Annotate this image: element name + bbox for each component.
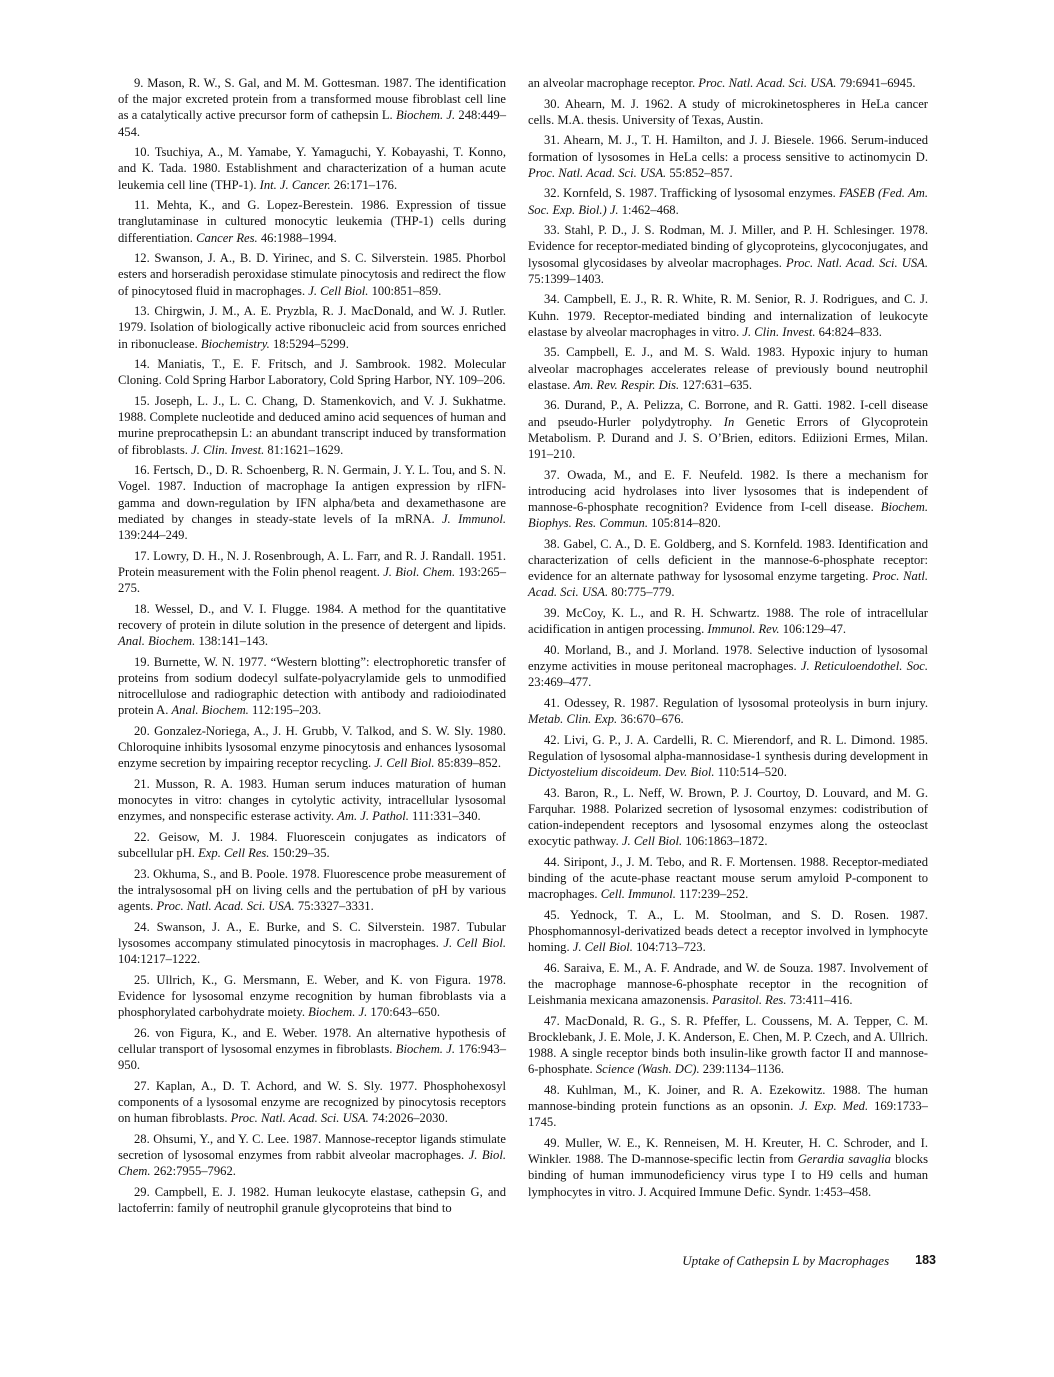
reference-journal: Biochem. Biophys. Res. Commun. [528, 500, 928, 531]
reference-entry [528, 222, 928, 287]
reference-entry [528, 75, 928, 91]
reference-journal: Biochem. J. [395, 108, 456, 123]
reference-text: 33. Stahl, P. D., J. S. Rodman, M. J. Miller, and P. H. Schlesinger. 1978. Evidence for receptor-mediated binding of glycoproteins, glycoconjugates, and lysosomal glycosidases by alveolar macrophages. [528, 223, 928, 270]
reference-entry [528, 344, 928, 393]
reference-volume-pages: 26:171–176. [333, 177, 398, 192]
reference-journal: J. Biol. Chem. [118, 1147, 506, 1179]
reference-volume-pages: 81:1621–1629. [267, 442, 344, 457]
reference-text: 9. Mason, R. W., S. Gal, and M. M. Gottesman. 1987. The identification of the major excreted protein from a transformed mouse fibroblast cell line as a catalytically active precursor form of cathepsin L. [118, 76, 506, 123]
reference-entry [118, 654, 506, 719]
reference-text: 30. Ahearn, M. J. 1962. A study of microkinetospheres in HeLa cancer cells. M.A. thesis. University of Texas, Austin. [528, 96, 928, 127]
reference-text: 31. Ahearn, M. J., T. H. Hamilton, and J. J. Biesele. 1966. Serum-induced formation of lysosomes in HeLa cells: a process sensitive to actinomycin D. [528, 133, 928, 164]
reference-volume-pages: 110:514–520. [717, 765, 787, 779]
reference-text: 14. Maniatis, T., E. F. Fritsch, and J. Sambrook. 1982. Molecular Cloning. Cold Spring Harbor Laboratory, Cold Spring Harbor, NY. 109–206. [118, 357, 506, 388]
reference-volume-pages: 104:1217–1222. [118, 952, 201, 967]
reference-volume-pages: 150:29–35. [272, 846, 330, 861]
reference-volume-pages: Genetic Errors of Glycoprotein Metabolism. P. Durand and J. S. O’Brien, editors. Ediizioni Ermes, Milan. 191–210. [528, 414, 928, 461]
reference-volume-pages: 104:713–723. [636, 940, 706, 955]
reference-entry [118, 393, 506, 458]
reference-journal: Proc. Natl. Acad. Sci. USA. [528, 165, 667, 180]
reference-text: 17. Lowry, D. H., N. J. Rosenbrough, A. L. Farr, and R. J. Randall. 1951. Protein measurement with the Folin phenol reagent. [118, 548, 506, 579]
reference-entry [118, 250, 506, 299]
reference-volume-pages: 105:814–820. [651, 516, 721, 531]
reference-text: 15. Joseph, L. J., L. C. Chang, D. Stamenkovich, and V. J. Sukhatme. 1988. Complete nucleotide and deduced amino acid sequences of human and murine preprocathepsin L: an abundant transcript induced by transformation of fibroblasts. [118, 394, 506, 457]
reference-journal: Biochem. J. [395, 1041, 456, 1056]
reference-entry [528, 96, 928, 128]
reference-journal: Proc. Natl. Acad. Sci. USA. [698, 76, 837, 90]
reference-text: 13. Chirgwin, J. M., A. E. Pryzbla, R. J. MacDonald, and W. J. Rutler. 1979. Isolation of biologically active ribonucleic acid from sources enriched in ribonuclease. [118, 304, 506, 351]
reference-journal: J. Exp. Med. [799, 1099, 869, 1114]
page-footer [658, 1253, 936, 1269]
reference-entry [528, 132, 928, 181]
reference-entry [118, 1025, 506, 1074]
reference-text: 41. Odessey, R. 1987. Regulation of lysosomal proteolysis in burn injury. [544, 695, 928, 710]
reference-journal: J. Cell Biol. [443, 935, 506, 950]
reference-text: 18. Wessel, D., and V. I. Flugge. 1984. A method for the quantitative recovery of protein in dilute solution in the presence of detergent and lipids. [118, 601, 506, 632]
reference-entry [118, 1184, 506, 1216]
reference-volume-pages: 239:1134–1136. [702, 1062, 785, 1077]
reference-volume-pages: 112:195–203. [251, 703, 322, 718]
reference-journal: Int. J. Cancer. [259, 177, 331, 192]
reference-volume-pages: 170:643–650. [370, 1005, 441, 1020]
reference-journal: Biochem. J. [308, 1005, 368, 1020]
reference-journal: J. Cell Biol. [308, 283, 369, 298]
reference-text: 43. Baron, R., L. Neff, W. Brown, P. J. Courtoy, D. Louvard, and M. G. Farquhar. 1988. Polarized secretion of lysosomal enzymes: codistribution of cation-independent receptors and lysosomal enzymes along the osteoclast exocytic pathway. [528, 785, 928, 849]
reference-text: 11. Mehta, K., and G. Lopez-Berestein. 1986. Expression of tissue tranglutaminase in cultured monocytic leukemia (THP-1) cells during differentiation. [118, 198, 506, 245]
reference-text: 29. Campbell, E. J. 1982. Human leukocyte elastase, cathepsin G, and lactoferrin: family of neutrophil granule glycoproteins that bind to [118, 1184, 506, 1215]
reference-volume-pages: 75:1399–1403. [528, 271, 604, 286]
reference-journal: Anal. Biochem. [171, 703, 249, 718]
reference-entry [118, 75, 506, 140]
reference-entry [118, 829, 506, 861]
reference-entry [528, 467, 928, 532]
reference-volume-pages: 111:331–340. [412, 809, 481, 824]
reference-volume-pages: 262:7955–7962. [153, 1164, 236, 1179]
reference-entry [118, 356, 506, 388]
reference-entry [118, 548, 506, 597]
reference-text: 12. Swanson, J. A., B. D. Yirinec, and S. C. Silverstein. 1985. Phorbol esters and horseradish peroxidase stimulate pinocytosis and redirect the flow of pinocytosed fluid in macrophages. [118, 251, 506, 298]
reference-journal: Parasitol. Res. [711, 993, 787, 1008]
reference-journal: Am. Rev. Respir. Dis. [573, 377, 680, 392]
reference-entry [118, 1078, 506, 1127]
left-reference-column [118, 75, 506, 1220]
reference-journal: J. Clin. Invest. [742, 324, 816, 339]
reference-journal: Anal. Biochem. [118, 634, 196, 649]
reference-journal: Proc. Natl. Acad. Sci. USA. [230, 1111, 369, 1126]
reference-text: 19. Burnette, W. N. 1977. “Western blotting”: electrophoretic transfer of proteins from sodium dodecyl sulfate-polyacrylamide gels to unmodified nitrocellulose and radiographic detection with antibody and radioiodinated protein A. [118, 654, 506, 718]
reference-text: 38. Gabel, C. A., D. E. Goldberg, and S. Kornfeld. 1983. Identification and characterization of cells deficient in the mannose-6-phosphate receptor: evidence for an alternate pathway for lysosomal enzyme targeting. [528, 536, 928, 584]
reference-entry [118, 144, 506, 193]
reference-entry [118, 919, 506, 968]
reference-text: 47. MacDonald, R. G., S. R. Pfeffer, L. Coussens, M. A. Tepper, C. M. Brocklebank, J. E. Mole, J. K. Anderson, E. Chen, M. P. Czech, and A. Ullrich. 1988. A single receptor binds both insulin-like growth factor II and mannose-6-phosphate. [528, 1013, 928, 1077]
reference-volume-pages: 169:1733–1745. [528, 1099, 928, 1130]
reference-volume-pages: 106:129–47. [782, 622, 847, 637]
reference-entry [528, 785, 928, 850]
reference-journal: Cell. Immunol. [600, 887, 676, 902]
reference-text: 36. Durand, P., A. Pelizza, C. Borrone, and R. Gatti. 1982. I-cell disease and pseudo-Hurler polydytrophy. [528, 398, 928, 429]
reference-volume-pages: 176:943–950. [118, 1041, 506, 1073]
reference-volume-pages: 18:5294–5299. [272, 336, 349, 351]
reference-volume-pages: 248:449–454. [118, 108, 506, 139]
reference-entry [528, 732, 928, 781]
reference-text: 22. Geisow, M. J. 1984. Fluorescein conjugates as indicators of subcellular pH. [118, 829, 506, 861]
reference-journal: Biochemistry. [200, 336, 270, 351]
reference-volume-pages: 64:824–833. [818, 324, 882, 339]
reference-journal: J. Reticuloendothel. Soc. [800, 659, 928, 673]
reference-text: 23. Okhuma, S., and B. Poole. 1978. Fluorescence probe measurement of the intralysosomal pH on living cells and the pertubation of pH by various agents. [118, 866, 506, 914]
reference-text: 39. McCoy, K. L., and R. H. Schwartz. 1988. The role of intracellular acidification in antigen processing. [528, 606, 928, 637]
reference-text: 10. Tsuchiya, A., M. Yamabe, Y. Yamaguchi, Y. Kobayashi, T. Konno, and K. Tada. 1980. Establishment and characterization of a human acute leukemia cell line (THP-1). [118, 145, 506, 192]
reference-volume-pages: 75:3327–3331. [297, 899, 374, 914]
reference-volume-pages: 1:462–468. [621, 202, 679, 217]
reference-volume-pages: 46:1988–1994. [260, 230, 337, 245]
reference-journal: J. Biol. Chem. [383, 564, 456, 579]
reference-entry [118, 866, 506, 915]
reference-text: 37. Owada, M., and E. F. Neufeld. 1982. Is there a mechanism for introducing acid hydrolases into liver lysosomes that is independent of mannose-6-phosphate recognition? Evidence from I-cell disease. [528, 467, 928, 514]
reference-journal: Cancer Res. [196, 230, 258, 245]
reference-volume-pages: 80:775–779. [611, 585, 675, 600]
reference-volume-pages: 79:6941–6945. [839, 76, 916, 90]
reference-text: 21. Musson, R. A. 1983. Human serum induces maturation of human monocytes in vitro: changes in cytolytic activity, intracellular lysosomal enzymes, and nonspecific esterase activity. [118, 776, 506, 824]
reference-entry [528, 291, 928, 340]
reference-volume-pages: 74:2026–2030. [371, 1111, 448, 1126]
reference-journal: Gerardia savaglia [797, 1152, 891, 1167]
reference-volume-pages: 193:265–275. [118, 564, 506, 596]
reference-text: 20. Gonzalez-Noriega, A., J. H. Grubb, V. Talkod, and S. W. Sly. 1980. Chloroquine inhibits lysosomal enzyme pinocytosis and enhances lysosomal enzyme secretion by impairing receptor recycling. [118, 723, 506, 771]
reference-journal: Am. J. Pathol. [337, 809, 409, 824]
reference-volume-pages: 73:411–416. [789, 993, 853, 1008]
reference-journal: Proc. Natl. Acad. Sci. USA. [156, 899, 295, 914]
reference-journal: J. Cell Biol. [572, 940, 633, 955]
reference-text: 45. Yednock, T. A., L. M. Stoolman, and S. D. Rosen. 1987. Phosphomannosyl-derivatized beads detect a receptor involved in lymphocyte homing. [528, 907, 928, 955]
reference-journal: J. Immunol. [441, 511, 506, 526]
right-reference-column [528, 75, 928, 1204]
reference-entry [118, 462, 506, 543]
reference-journal: Metab. Clin. Exp. [528, 712, 618, 726]
reference-volume-pages: 55:852–857. [669, 165, 733, 180]
reference-volume-pages: 139:244–249. [118, 528, 188, 543]
reference-text: 25. Ullrich, K., G. Mersmann, E. Weber, and K. von Figura. 1978. Evidence for lysosomal enzyme recognition by human fibroblasts via a phosphorylated carbohydrate moiety. [118, 972, 506, 1020]
reference-text: 40. Morland, B., and J. Morland. 1978. Selective induction of lysosomal enzyme activities in mouse peritoneal macrophages. [528, 642, 928, 673]
reference-journal: Immunol. Rev. [707, 622, 780, 637]
reference-text: 48. Kuhlman, M., K. Joiner, and R. A. Ezekowitz. 1988. The human mannose-binding protein functions as an opsonin. [528, 1083, 928, 1114]
reference-entry [118, 601, 506, 650]
reference-entry [118, 723, 506, 772]
reference-volume-pages: 36:670–676. [620, 712, 684, 726]
reference-volume-pages: blocks binding of human immunodeficiency virus type I to H9 cells and human lymphocytes in vitro. J. Acquired Immune Defic. Syndr. 1:453–458. [528, 1152, 928, 1199]
reference-text: 46. Saraiva, E. M., A. F. Andrade, and W. de Souza. 1987. Involvement of the macrophage mannose-6-phosphate receptor in the recognition of Leishmania mexicana amazonensis. [528, 960, 928, 1008]
reference-entry [528, 960, 928, 1009]
reference-volume-pages: 100:851–859. [371, 283, 442, 298]
reference-text: 28. Ohsumi, Y., and Y. C. Lee. 1987. Mannose-receptor ligands stimulate secretion of lysosomal enzymes from rabbit alveolar macrophages. [118, 1131, 506, 1162]
reference-entry [528, 907, 928, 956]
reference-journal: Proc. Natl. Acad. Sci. USA. [786, 255, 928, 270]
reference-text: 49. Muller, W. E., K. Renneisen, M. H. Kreuter, H. C. Schroder, and I. Winkler. 1988. The D-mannose-specific lectin from [528, 1136, 928, 1167]
reference-entry [118, 197, 506, 246]
reference-text: 34. Campbell, E. J., R. R. White, R. M. Senior, R. J. Rodrigues, and C. J. Kuhn. 1979. Receptor-mediated binding and internalization of leukocyte elastase by alveolar macrophages in vitro. [528, 292, 928, 339]
reference-entry [528, 536, 928, 601]
reference-entry [528, 397, 928, 462]
reference-entry [528, 1082, 928, 1131]
reference-journal: Proc. Natl. Acad. Sci. USA. [528, 569, 928, 600]
reference-text: 27. Kaplan, A., D. T. Achord, and W. S. Sly. 1977. Phosphohexosyl components of a lysosomal enzyme are recognized by pinocytosis receptors on human fibroblasts. [118, 1078, 506, 1126]
reference-entry [528, 642, 928, 691]
reference-text: 32. Kornfeld, S. 1987. Trafficking of lysosomal enzymes. [544, 186, 836, 201]
reference-text: 44. Siripont, J., J. M. Tebo, and R. F. Mortensen. 1988. Receptor-mediated binding of the acute-phase reactant mouse serum amyloid P-component to macrophages. [528, 854, 928, 902]
reference-entry [528, 695, 928, 727]
reference-text: an alveolar macrophage receptor. [528, 76, 696, 90]
reference-journal: Science (Wash. DC). [595, 1062, 700, 1077]
reference-entry [528, 1135, 928, 1200]
reference-entry [118, 303, 506, 352]
reference-entry [528, 1013, 928, 1078]
reference-entry [528, 185, 928, 217]
reference-volume-pages: 127:631–635. [682, 377, 752, 392]
reference-volume-pages: 23:469–477. [528, 675, 592, 690]
reference-entry [118, 972, 506, 1021]
reference-entry [118, 1131, 506, 1180]
reference-entry [528, 605, 928, 637]
running-title: Uptake of Cathepsin L by Macrophages [682, 1253, 890, 1268]
reference-entry [528, 854, 928, 903]
reference-journal: J. Cell Biol. [374, 756, 435, 771]
reference-text: 35. Campbell, E. J., and M. S. Wald. 1983. Hypoxic injury to human alveolar macrophages accelerates release of previously bound neutrophil elastase. [528, 345, 928, 392]
reference-volume-pages: 138:141–143. [198, 634, 269, 649]
page-number: 183 [915, 1253, 936, 1267]
reference-journal: Dictyostelium discoideum. Dev. Biol. [528, 765, 715, 779]
reference-journal: J. Cell Biol. [621, 834, 683, 849]
reference-entry [118, 776, 506, 825]
reference-journal: Exp. Cell Res. [198, 846, 270, 861]
reference-volume-pages: 117:239–252. [679, 887, 749, 902]
reference-text: 24. Swanson, J. A., E. Burke, and S. C. Silverstein. 1987. Tubular lysosomes accompany stimulated pinocytosis in macrophages. [118, 919, 506, 950]
reference-volume-pages: 106:1863–1872. [685, 834, 768, 849]
reference-journal: FASEB (Fed. Am. Soc. Exp. Biol.) J. [528, 186, 928, 217]
reference-journal: J. Clin. Invest. [191, 442, 265, 457]
reference-text: 26. von Figura, K., and E. Weber. 1978. An alternative hypothesis of cellular transport of lysosomal enzymes in fibroblasts. [118, 1025, 506, 1056]
reference-text: 42. Livi, G. P., J. A. Cardelli, R. C. Mierendorf, and R. L. Dimond. 1985. Regulation of lysosomal alpha-mannosidase-1 synthesis during development in [528, 732, 928, 763]
reference-journal: In [723, 414, 735, 429]
reference-volume-pages: 85:839–852. [437, 756, 501, 771]
reference-text: 16. Fertsch, D., D. R. Schoenberg, R. N. Germain, J. Y. L. Tou, and S. N. Vogel. 1987. Induction of macrophage Ia antigen expression by rIFN-gamma and down-regulation by IFN alpha/beta and dexamethasone are mediated by changes in steady-state levels of Ia mRNA. [118, 463, 506, 526]
